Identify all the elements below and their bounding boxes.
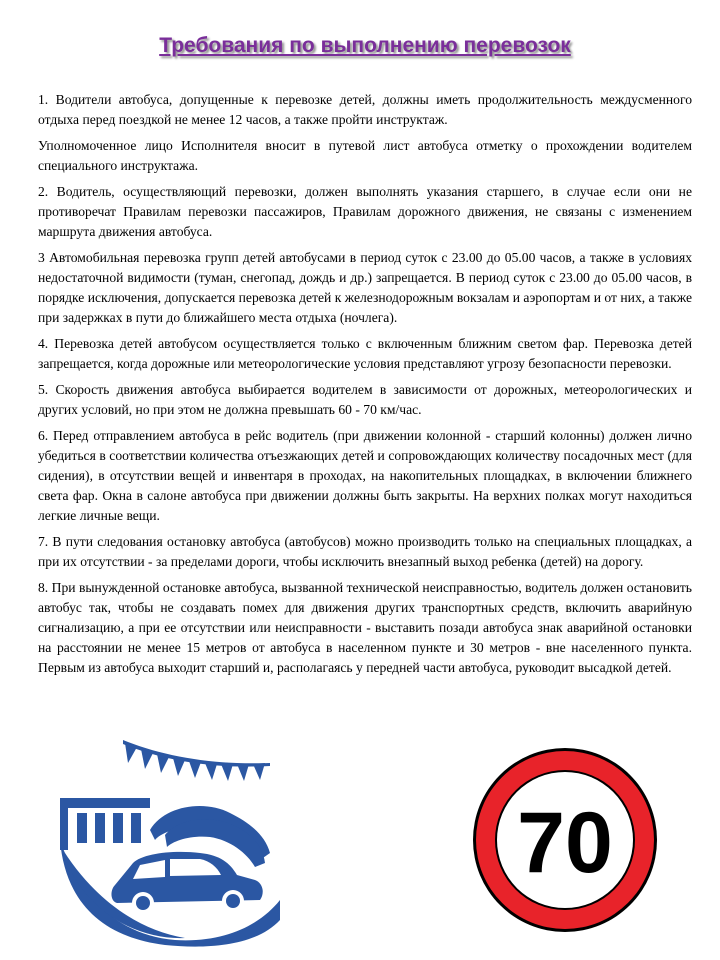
speed-limit-sign-icon [470, 745, 660, 935]
requirements-text [38, 90, 692, 684]
paragraph-7: 7. В пути следования остановку автобуса (автобусов) можно производить только на специальных площадках, а при их отсутствии - за пределами дороги, чтобы исключить внезапный выход ребенка (детей) на дорогу. [38, 534, 692, 569]
paragraph-1: 1. Водители автобуса, допущенные к перевозке детей, должны иметь продолжительность междусменного отдыха перед поездкой не менее 12 часов, а также пройти инструктаж. [38, 92, 692, 127]
paragraph-2: 2. Водитель, осуществляющий перевозки, должен выполнять указания старшего, в случае если они не противоречат Правилам перевозки пассажиров, Правилам дорожного движения, не связаны с изменением маршрута движения автобуса. [38, 184, 692, 239]
paragraph-4: 4. Перевозка детей автобусом осуществляется только с включенным ближним светом фар. Перевозка детей запрещается, когда дорожные или метеорологические условия представляют угрозу безопасности перевозки. [38, 336, 692, 371]
paragraph-3: 3 Автомобильная перевозка групп детей автобусами в период суток с 23.00 до 05.00 часов, а также в условиях недостаточной видимости (туман, снегопад, дождь и др.) запрещается. В период суток с 23.00 до 05.00 часов, в порядке исключения, допускается перевозка детей к железнодорожным вокзалам и аэропортам и от них, а также при задержках в пути до ближайшего места отдыха (ночлега). [38, 250, 692, 325]
traffic-illustration-icon [55, 735, 285, 947]
page-title: Требования по выполнению перевозок [159, 34, 571, 57]
paragraph-1-note: Уполномоченное лицо Исполнителя вносит в путевой лист автобуса отметку о прохождении водителем специального инструктажа. [38, 138, 692, 173]
paragraph-8: 8. При вынужденной остановке автобуса, вызванной технической неисправностью, водитель должен остановить автобус так, чтобы не создавать помех для движения других транспортных средств, включить аварийную сигнализацию, а при ее отсутствии или неисправности - выставить позади автобуса знак аварийной остановки на расстоянии не менее 15 метров от автобуса в населенном пункте и 30 метров - вне населенного пункта. Первым из автобуса выходит старший и, располагаясь у передней части автобуса, руководит высадкой детей. [38, 580, 692, 675]
paragraph-6: 6. Перед отправлением автобуса в рейс водитель (при движении колонной - старший колонны) должен лично убедиться в соответствии количества отъезжающих детей и сопровождающих количеству посадочных мест (для сидения), в отсутствии вещей и инвентаря в проходах, на накопительных площадках, в включении ближнего света фар. Окна в салоне автобуса при движении должны быть закрыты. На верхних полках могут находиться легкие личные вещи. [38, 428, 692, 523]
paragraph-5: 5. Скорость движения автобуса выбирается водителем в зависимости от дорожных, метеорологических и других условий, но при этом не должна превышать 60 - 70 км/час. [38, 382, 692, 417]
speed-limit-value: 70 [517, 795, 613, 891]
